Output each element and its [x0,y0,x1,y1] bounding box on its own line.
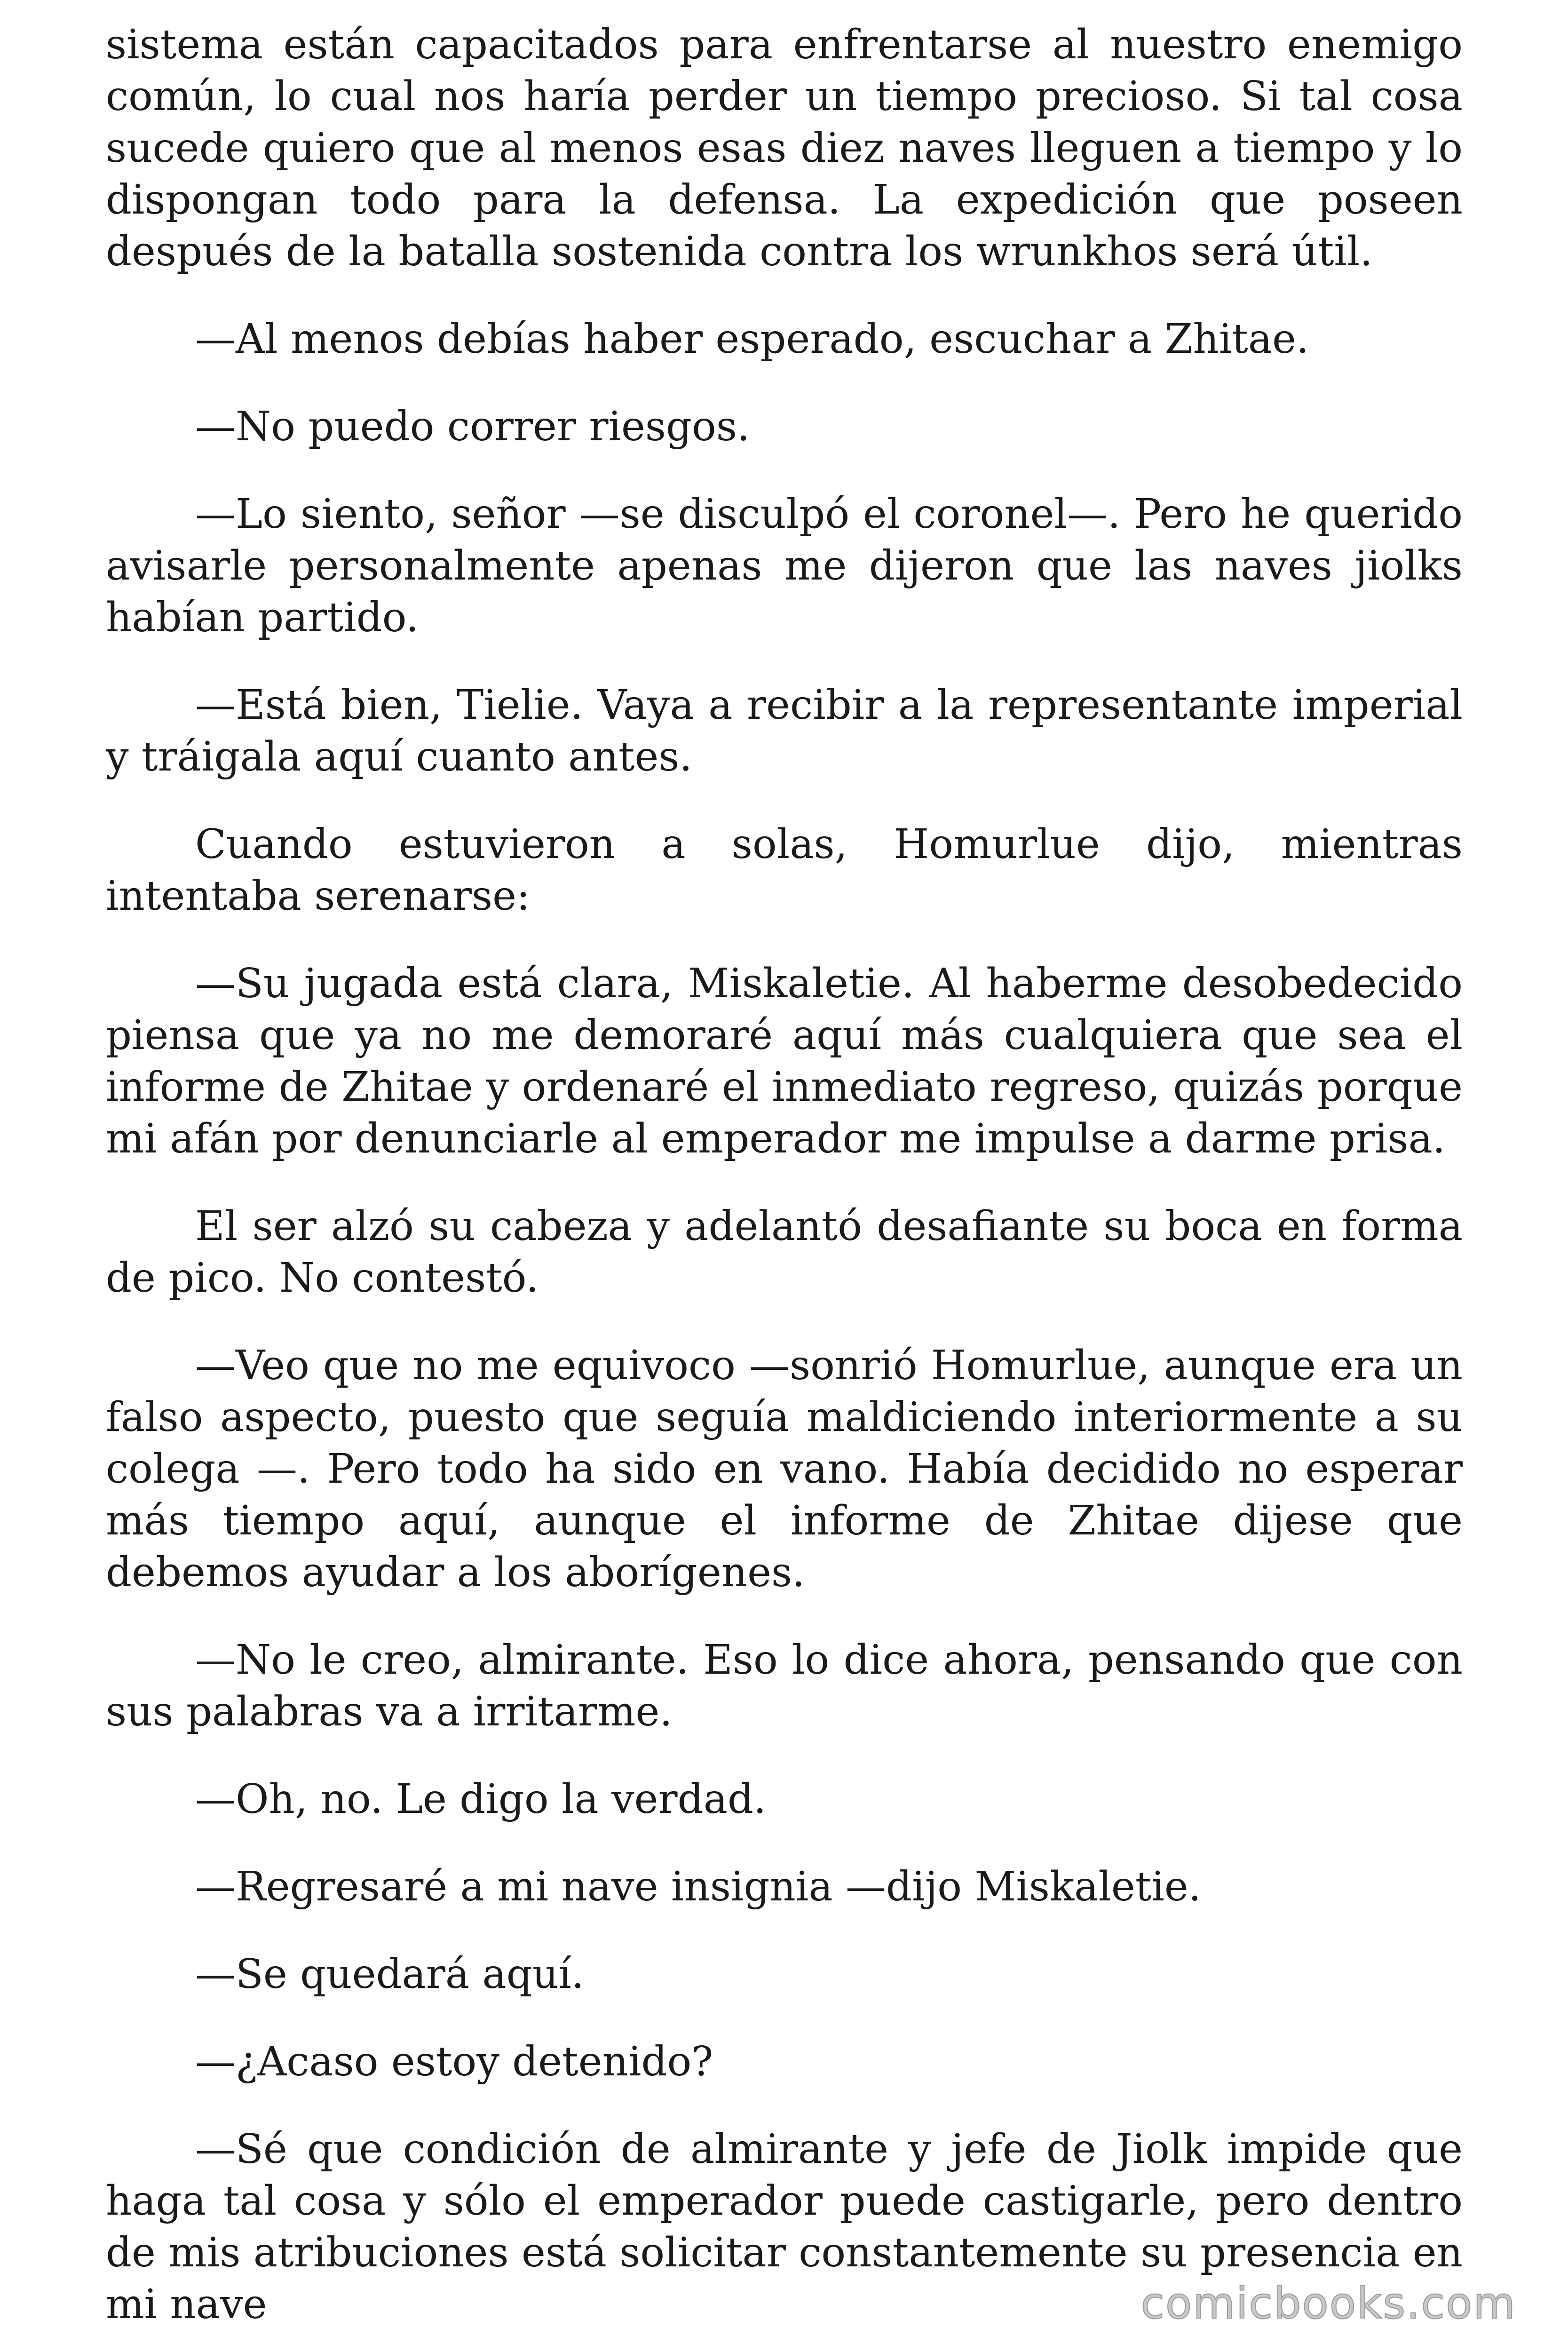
paragraph: El ser alzó su cabeza y adelantó desafiante su boca en forma de pico. No contestó. [106,1203,1463,1302]
paragraph: Cuando estuvieron a solas, Homurlue dijo, mientras intentaba serenarse: [106,821,1463,920]
paragraph: —Veo que no me equivoco —sonrió Homurlue, aunque era un falso aspecto, puesto que seguía maldiciendo interiormente a su colega —. Pero todo ha sido en vano. Había decidido no esperar más tiempo aquí, aunque el informe de Zhitae dijese que debemos ayudar a los aborígenes. [106,1342,1463,1596]
paragraph: —No puedo correr riesgos. [195,403,750,450]
watermark: comicbooks.com [1140,2278,1516,2328]
paragraph: —Su jugada está clara, Miskaletie. Al haberme desobedecido piensa que ya no me demoraré aquí más cualquiera que sea el informe de Zhitae y ordenaré el inmediato regreso, quizás porque mi afán por denunciarle al emperador me impulse a darme prisa. [106,960,1463,1162]
paragraph-continuation: sistema están capacitados para enfrentarse al nuestro enemigo común, lo cual nos haría perder un tiempo precioso. Si tal cosa sucede quiero que al menos esas diez naves lleguen a tiempo y lo dispongan todo para la defensa. La expedición que poseen después de la batalla sostenida contra los wrunkhos será útil. [106,21,1463,275]
paragraph: —Regresaré a mi nave insignia —dijo Miskaletie. [195,1863,1202,1910]
paragraph: —Está bien, Tielie. Vaya a recibir a la representante imperial y tráigala aquí cuanto antes. [106,682,1463,780]
paragraph: —Se quedará aquí. [195,1951,585,1998]
paragraph: —No le creo, almirante. Eso lo dice ahora, pensando que con sus palabras va a irritarme. [106,1637,1463,1735]
paragraph: —Oh, no. Le digo la verdad. [195,1776,767,1823]
paragraph: —¿Acaso estoy detenido? [195,2038,713,2085]
page-body [106,19,1463,2352]
paragraph: —Lo siento, señor —se disculpó el coronel—. Pero he querido avisarle personalmente apenas me dijeron que las naves jiolks habían partido. [106,491,1463,641]
paragraph: —Al menos debías haber esperado, escuchar a Zhitae. [195,316,1309,363]
paragraph: —Sé que condición de almirante y jefe de Jiolk impide que haga tal cosa y sólo el emperador puede castigarle, pero dentro de mis atribuciones está solicitar constantemente su presencia en mi nave [106,2126,1463,2328]
